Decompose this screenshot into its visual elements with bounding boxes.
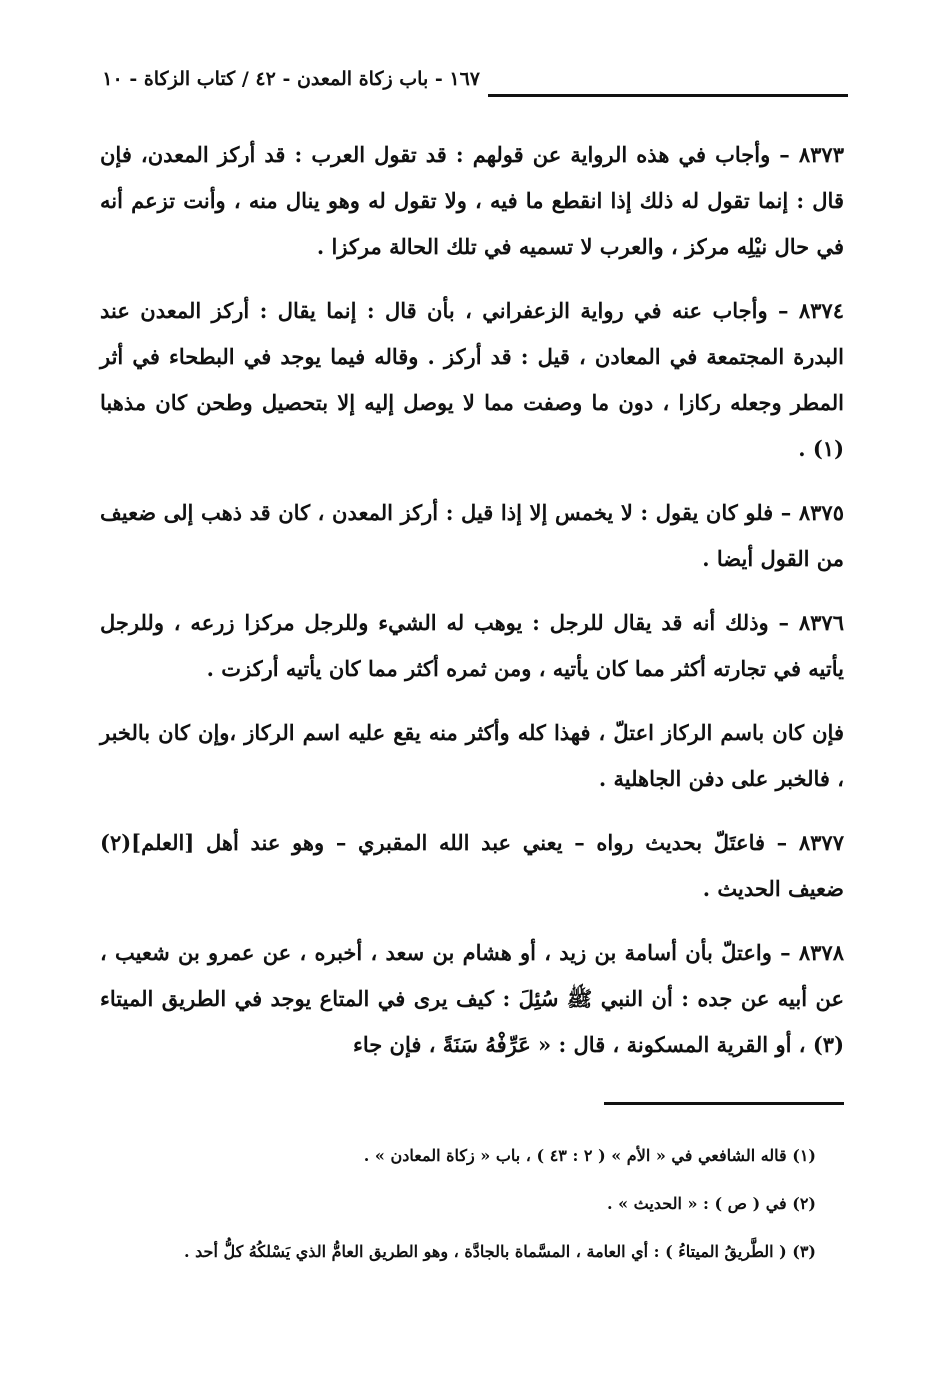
paragraph-number: ٨٣٧٣ bbox=[798, 142, 844, 167]
paragraph-text: – فلو كان يقول : لا يخمس إلا إذا قيل : أركز المعدن ، كان قد ذهب إلى ضعيف من القول أيضا . bbox=[100, 500, 844, 571]
footnote-2: (٢) في ( ص ) : « الحديث » . bbox=[606, 1194, 816, 1213]
paragraph-8374 bbox=[100, 288, 844, 472]
paragraph-text: – وأجاب في هذه الرواية عن قولهم : قد تقول العرب : قد أركز المعدن، فإن قال : إنما تقول له ذلك إذا انقطع ما فيه ، ولا تقول له وهو ينال منه ، وأنت تزعم أنه في حال نيْلِه مركز ، والعرب لا تسميه في تلك الحالة مركزا . bbox=[100, 142, 844, 259]
paragraph-text: – وأجاب عنه في رواية الزعفراني ، بأن قال : إنما يقال : أركز المعدن عند البدرة المجتمعة في المعادن ، قيل : قد أركز . وقاله فيما يوجد في البطحاء في أثر المطر وجعله ركازا ، دون ما وصفت مما لا يوصل إليه إلا بتحصيل وطحن كان مذهبا (١) . bbox=[100, 298, 844, 461]
footnote-separator bbox=[604, 1102, 844, 1105]
paragraph-8378 bbox=[100, 930, 844, 1068]
paragraph-number: ٨٣٧٤ bbox=[798, 298, 844, 323]
main-text bbox=[100, 132, 844, 1086]
paragraph-8373 bbox=[100, 132, 844, 270]
paragraph-8377 bbox=[100, 820, 844, 912]
paragraph-8375 bbox=[100, 490, 844, 582]
header-title: ١٦٧ - باب زكاة المعدن - ٤٢ / كتاب الزكاة - ١٠ bbox=[102, 68, 480, 90]
paragraph-number: ٨٣٧٦ bbox=[798, 610, 844, 635]
paragraph-text: – وذلك أنه قد يقال للرجل : يوهب له الشيء وللرجل مركزا زرعه ، وللرجل يأتيه في تجارته أكثر مما كان يأتيه ، ومن ثمره أكثر مما كان يأتيه أركزت . bbox=[100, 610, 844, 681]
footnote-3: (٣) ( الطَّريقُ الميتاءُ ) : أي العامة ، المسَّماة بالجادَّة ، وهو الطريق العامُّ الذي يَسْلكُهُ كلُّ أحد . bbox=[184, 1242, 816, 1261]
footnotes bbox=[100, 1132, 844, 1276]
paragraph-number: ٨٣٧٧ bbox=[798, 830, 844, 855]
paragraph-text: – واعتلّ بأن أسامة بن زيد ، أو هشام بن سعد ، أخبره ، عن عمرو بن شعيب ، عن أبيه عن جده : أن النبي ﷺ سُئِلَ : كيف يرى في المتاع يوجد في الطريق الميتاء (٣) ، أو القرية المسكونة ، قال : « عَرِّفْهُ سَنَةً ، فإن جاء bbox=[100, 940, 844, 1057]
paragraph-text: فإن كان باسم الركاز اعتلّ ، فهذا كله وأكثر منه يقع عليه اسم الركاز ،وإن كان بالخبر ، فالخبر على دفن الجاهلية . bbox=[100, 720, 844, 791]
header-rule bbox=[488, 94, 848, 97]
running-header bbox=[100, 66, 848, 106]
footnote-1: (١) قاله الشافعي في « الأم » ( ٢ : ٤٣ ) ، باب « زكاة المعادن » . bbox=[363, 1146, 816, 1165]
paragraph-number: ٨٣٧٨ bbox=[798, 940, 844, 965]
paragraph-text: – فاعتَلّ بحديث رواه – يعني عبد الله المقبري – وهو عند أهل [العلم](٢) ضعيف الحديث . bbox=[100, 830, 844, 901]
paragraph-number: ٨٣٧٥ bbox=[798, 500, 844, 525]
paragraph-unnumbered bbox=[100, 710, 844, 802]
paragraph-8376 bbox=[100, 600, 844, 692]
